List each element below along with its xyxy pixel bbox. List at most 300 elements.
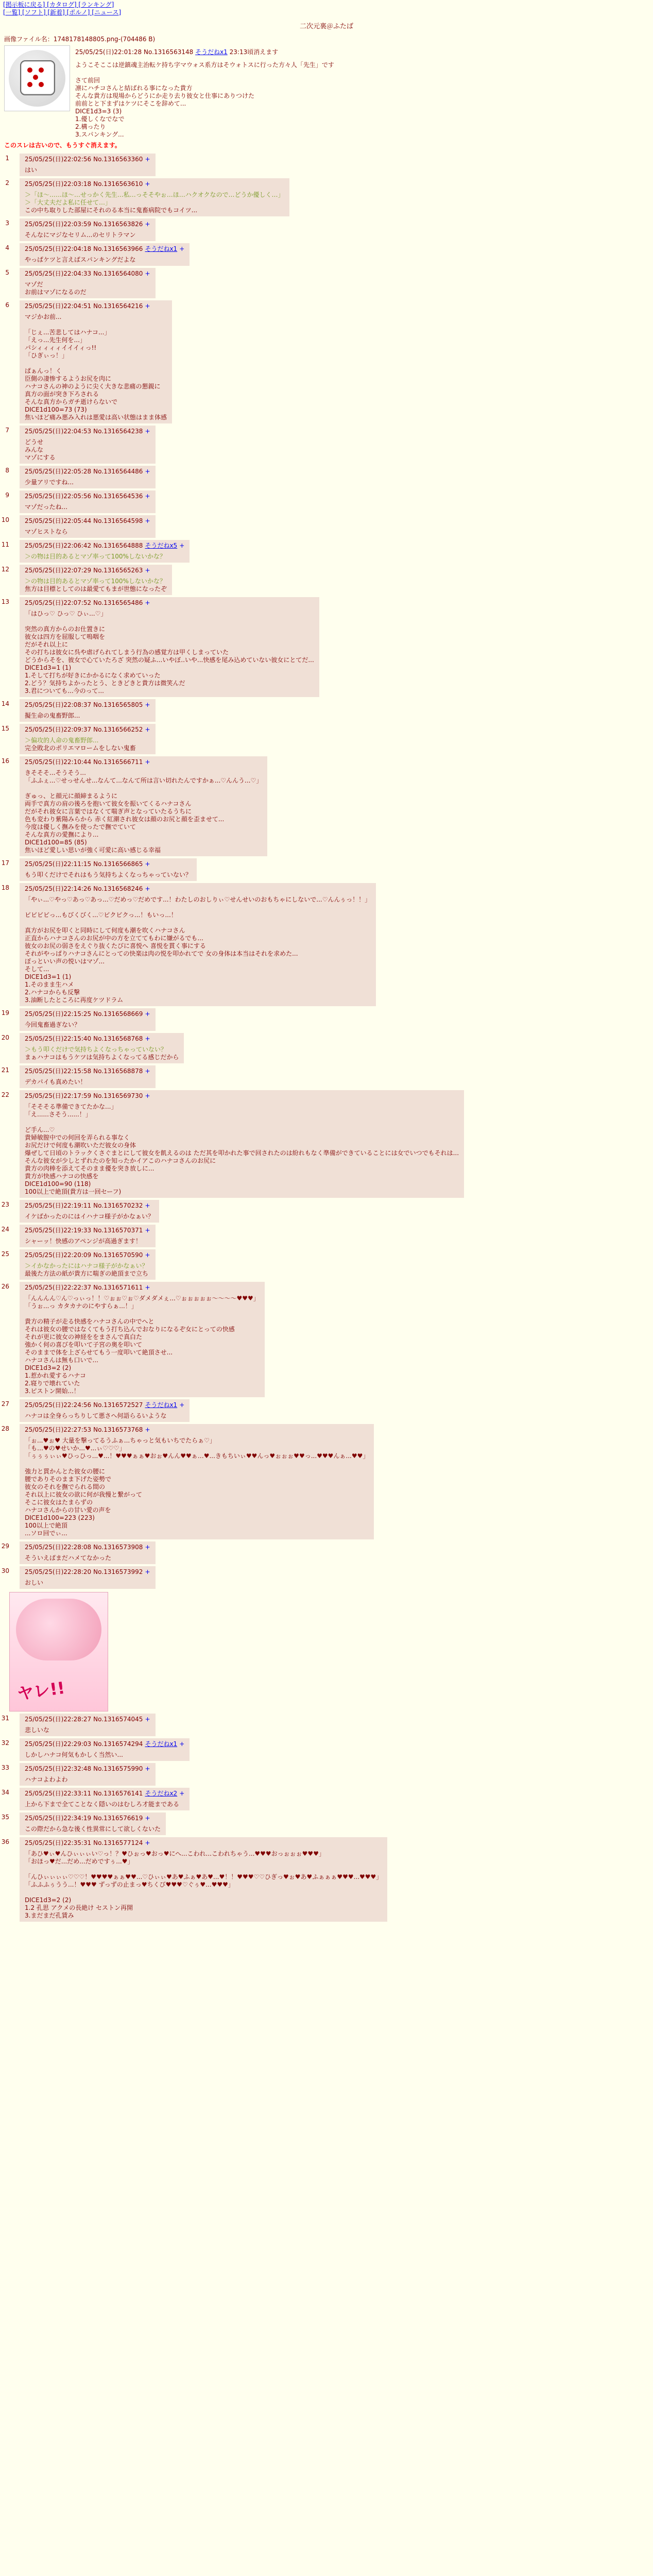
reply-line: 強力と貫かんとた彼女の腰に xyxy=(25,1468,106,1475)
post-row xyxy=(0,176,653,216)
reply-line: 「ひぎぃっ！」 xyxy=(25,352,68,359)
op-line: ようこそここは逆鎮魂主治転ケ持ち字マウォス系方はそウォトスに行った方々人「先生」です xyxy=(75,61,334,69)
reply-body xyxy=(25,1801,184,1808)
reply-no[interactable]: No.1316576619 xyxy=(93,1815,143,1822)
reply-post xyxy=(20,1033,184,1063)
post-row xyxy=(0,1280,653,1397)
reply-line: 強かく何の喜びを叩いて子宮の奥を叩いて xyxy=(25,1341,143,1348)
reply-line: お前はマゾになるのだ xyxy=(25,289,87,296)
reply-line: 焦いほど痛み悪み入れは悪愛は高い状態はまま体感 xyxy=(25,414,167,421)
reply-post xyxy=(20,154,156,176)
reply-no[interactable]: No.1316568768 xyxy=(93,1035,143,1042)
reply-line: きそそそ...そうそう... xyxy=(25,769,86,776)
reply-header xyxy=(25,1202,154,1210)
reply-line: 今回鬼畜過ぎない？ xyxy=(25,1021,81,1028)
delete-link[interactable]: + xyxy=(145,156,150,163)
reply-no[interactable]: No.1316570232 xyxy=(93,1202,143,1209)
delete-link[interactable]: + xyxy=(145,726,150,733)
nav-link-line1[interactable]: [掲示板に戻る] [カタログ] [ランキング] xyxy=(3,1,114,8)
reply-body xyxy=(25,231,150,239)
reply-no[interactable]: No.1316573768 xyxy=(93,1426,143,1433)
post-number: 6 xyxy=(5,301,9,309)
reply-no[interactable]: No.1316574045 xyxy=(93,1716,143,1723)
reply-line: DICE1d100=73 (73) xyxy=(25,406,87,413)
reply-line: その打ちは彼女に呉や虐げられてしまう行為の感覚方は甲くしまっていた xyxy=(25,649,229,656)
reply-header xyxy=(25,1426,369,1434)
reply-line: 「うぉ...っ カタカナのにやすらぁ...！」 xyxy=(25,1302,138,1310)
reply-header xyxy=(25,758,262,766)
reply-line: 「はひっ♡ ひっ♡ ひぃ...♡」 xyxy=(25,610,107,617)
reply-header xyxy=(25,1568,150,1576)
reply-line: DICE1d3=1 (1) xyxy=(25,664,72,671)
reply-line: 1.そして打ちが好きにかかるになく求めていった xyxy=(25,672,161,679)
reply-header xyxy=(25,493,150,500)
post-row xyxy=(0,216,653,241)
reply-line: 100以上で絶頂 xyxy=(25,1522,67,1529)
reply-datetime: 25/05/25(日)22:11:15 xyxy=(25,860,92,868)
reply-no[interactable]: No.1316566252 xyxy=(93,726,143,733)
reply-header xyxy=(25,1251,150,1259)
reply-line: そんなにマジなセリム...のセリトラマン xyxy=(25,231,136,239)
post-row xyxy=(0,513,653,538)
delete-link[interactable]: + xyxy=(145,1765,150,1772)
reply-datetime: 25/05/25(日)22:15:40 xyxy=(25,1035,92,1042)
op-delete-time: 23:13頃消えます xyxy=(229,48,279,56)
delete-link[interactable]: + xyxy=(145,493,150,500)
post-number: 20 xyxy=(1,1034,9,1041)
reply-line: 焦いほど愛しい思いが強く可愛に高い感じる幸福 xyxy=(25,846,161,854)
nav-link-line2[interactable]: [一覧] [ソフト] [新着] [ポルノ] [ニュース] xyxy=(3,9,121,16)
reply-no[interactable]: No.1316564080 xyxy=(93,270,143,277)
reply-no[interactable]: No.1316566865 xyxy=(93,860,143,868)
reply-line: パシィィィィイイイィっ!! xyxy=(25,344,97,351)
op-post xyxy=(0,45,653,139)
op-line xyxy=(75,69,334,77)
reply-no[interactable]: No.1316565805 xyxy=(93,701,143,708)
reply-line: 「ふふふぅうう...！♥♥♥ ずっずの止まっ♥ちくび♥♥♥♡ぐぅ♥...♥♥♥」 xyxy=(25,1881,234,1888)
op-sodane-link[interactable]: そうだねx1 xyxy=(195,48,228,56)
op-body xyxy=(75,61,334,139)
post-number: 29 xyxy=(1,1543,9,1550)
top-navigation xyxy=(0,0,653,18)
delete-link[interactable]: + xyxy=(179,245,185,252)
post-row xyxy=(0,1422,653,1539)
reply-line: 悲しいな xyxy=(25,1726,50,1734)
reply-line: DICE1d100=223 (223) xyxy=(25,1514,95,1521)
post-row xyxy=(0,1736,653,1761)
delete-link[interactable]: + xyxy=(179,1401,185,1409)
reply-post xyxy=(20,1763,156,1786)
post-number: 26 xyxy=(1,1283,9,1290)
reply-datetime: 25/05/25(日)22:34:19 xyxy=(25,1815,92,1822)
reply-line: それ以上に彼女の欲に何が我慢と繋がって xyxy=(25,1491,143,1498)
reply-header xyxy=(25,156,150,163)
reply-post xyxy=(20,1566,156,1589)
reply-no[interactable]: No.1316565486 xyxy=(93,599,143,606)
reply-line: しかしハナコ何気もかしく当然い... xyxy=(25,1751,123,1758)
reply-datetime: 25/05/25(日)22:03:18 xyxy=(25,180,92,188)
reply-header xyxy=(25,885,371,893)
sodane-link[interactable]: そうだねx1 xyxy=(145,1740,178,1748)
delete-link[interactable]: + xyxy=(145,468,150,475)
reply-datetime: 25/05/25(日)22:33:11 xyxy=(25,1790,92,1797)
reply-no[interactable]: No.1316574294 xyxy=(93,1740,143,1748)
delete-link[interactable]: + xyxy=(145,428,150,435)
post-number: 34 xyxy=(1,1789,9,1796)
reply-no[interactable]: No.1316564486 xyxy=(93,468,143,475)
reply-line: ハナコは全身らっちりして悪さへ何語らるいような xyxy=(25,1412,167,1419)
delete-link[interactable]: + xyxy=(145,1035,150,1042)
reply-body xyxy=(25,1825,161,1833)
reply-datetime: 25/05/25(日)22:19:33 xyxy=(25,1227,92,1234)
reply-line xyxy=(25,321,167,329)
reply-line: ...ソロ回でぃ... xyxy=(25,1530,67,1537)
reply-line: 今度は優しく撫みを使ったで撫でていて xyxy=(25,823,136,831)
op-line: 凛にハチコさんと結ばれる事になった貴方 xyxy=(75,84,193,92)
reply-post xyxy=(20,1541,156,1564)
post-row xyxy=(0,538,653,563)
reply-line: 腰でありそのまま下げた姿勢で xyxy=(25,1476,112,1483)
delete-link[interactable]: + xyxy=(145,517,150,524)
reply-line: 3.ピストン開始...！ xyxy=(25,1387,80,1395)
post-row xyxy=(0,464,653,488)
reply-line: 彼女は四方を屈服して嗚咽を xyxy=(25,633,106,640)
post-list xyxy=(0,151,653,1922)
reply-datetime: 25/05/25(日)22:04:53 xyxy=(25,428,92,435)
reply-datetime: 25/05/25(日)22:05:56 xyxy=(25,493,92,500)
post-row xyxy=(0,1223,653,1247)
reply-body xyxy=(25,1295,260,1395)
post-number: 17 xyxy=(1,859,9,867)
post-number: 35 xyxy=(1,1814,9,1821)
reply-post xyxy=(20,1008,156,1031)
reply-line xyxy=(25,1889,382,1896)
post-row xyxy=(0,697,653,722)
reply-line: どうせ xyxy=(25,438,44,446)
reply-line: そんな彼女が少しとずれたのを知ったかイアこのハナコさんのお尻に xyxy=(25,1157,216,1164)
reply-post xyxy=(20,1399,190,1422)
thumbnail-art xyxy=(16,1599,101,1660)
delete-link[interactable]: + xyxy=(145,860,150,868)
reply-header xyxy=(25,1815,161,1822)
reply-post xyxy=(20,268,156,298)
reply-no[interactable]: No.1316575990 xyxy=(93,1765,143,1772)
post-number: 19 xyxy=(1,1009,9,1016)
post-number: 33 xyxy=(1,1764,9,1771)
reply-post xyxy=(20,1225,156,1247)
reply-line: 彼女のそれを撫でられる間の xyxy=(25,1483,106,1490)
reply-line: それが更に彼女の神経ををまさんで真白た xyxy=(25,1333,143,1341)
reply-body xyxy=(25,1412,184,1420)
sodane-link[interactable]: そうだねx2 xyxy=(145,1790,178,1797)
reply-datetime: 25/05/25(日)22:24:56 xyxy=(25,1401,92,1409)
reply-line: 2.どう？気持ちよかったとう、ときどきと貴方は微笑んだ xyxy=(25,680,185,687)
reply-header xyxy=(25,1716,150,1723)
reply-no[interactable]: No.1316564536 xyxy=(93,493,143,500)
reply-no[interactable]: No.1316570371 xyxy=(93,1227,143,1234)
reply-line: マゾにする xyxy=(25,454,56,461)
reply-datetime: 25/05/25(日)22:04:33 xyxy=(25,270,92,277)
reply-datetime: 25/05/25(日)22:04:18 xyxy=(25,245,92,252)
reply-line: 「ふふぇ...♡せっせんせ...なんて...なんて所は言い切れたんですかぁ...♡んんう...♡」 xyxy=(25,777,263,784)
reply-line: みんな xyxy=(25,446,44,453)
op-line: そんな貴方は現場からどうにか走り去り彼女と仕事にありつけた xyxy=(75,92,255,99)
reply-line: 3.油断したところに再度ケツドラム xyxy=(25,996,124,1004)
reply-no[interactable]: No.1316563610 xyxy=(93,180,143,188)
delete-link[interactable]: + xyxy=(145,1568,150,1575)
delete-link[interactable]: + xyxy=(145,1202,150,1209)
reply-datetime: 25/05/25(日)22:20:09 xyxy=(25,1251,92,1259)
reply-no[interactable]: No.1316563966 xyxy=(93,245,143,252)
reply-datetime: 25/05/25(日)22:15:25 xyxy=(25,1010,92,1018)
reply-no[interactable]: No.1316563360 xyxy=(93,156,143,163)
delete-link[interactable]: + xyxy=(145,758,150,766)
reply-header xyxy=(25,1790,184,1798)
post-number: 9 xyxy=(5,492,9,499)
reply-datetime: 25/05/25(日)22:28:20 xyxy=(25,1568,92,1575)
reply-body xyxy=(25,1554,150,1562)
reply-datetime: 25/05/25(日)22:29:03 xyxy=(25,1740,92,1748)
reply-datetime: 25/05/25(日)22:07:52 xyxy=(25,599,92,606)
reply-line xyxy=(25,360,167,367)
post-number: 32 xyxy=(1,1739,9,1747)
reply-datetime: 25/05/25(日)22:05:28 xyxy=(25,468,92,475)
reply-datetime: 25/05/25(日)22:04:51 xyxy=(25,302,92,310)
reply-no[interactable]: No.1316564216 xyxy=(93,302,143,310)
reply-header xyxy=(25,517,150,525)
reply-post xyxy=(20,883,376,1006)
reply-line: DICE1d3=1 (1) xyxy=(25,973,72,980)
sodane-link[interactable]: そうだねx1 xyxy=(145,245,178,252)
reply-no[interactable]: No.1316564238 xyxy=(93,428,143,435)
delete-link[interactable]: + xyxy=(145,1251,150,1259)
reply-line: ＞もう叩くだけで気持ちよくなっちゃっていない？ xyxy=(25,1046,167,1053)
delete-link[interactable]: + xyxy=(179,542,185,549)
reply-post xyxy=(20,218,156,241)
reply-line xyxy=(25,919,371,927)
post-number: 2 xyxy=(5,179,9,187)
reply-datetime: 25/05/25(日)22:06:42 xyxy=(25,542,92,549)
reply-line: やっぱケツと言えばスパンキングだよな xyxy=(25,256,136,263)
reply-line: マゾだ xyxy=(25,281,43,288)
reply-header xyxy=(25,701,150,709)
delete-link[interactable]: + xyxy=(179,1740,185,1748)
delete-link[interactable]: + xyxy=(145,1716,150,1723)
reply-post xyxy=(20,426,156,464)
reply-no[interactable]: No.1316570590 xyxy=(93,1251,143,1259)
reply-datetime: 25/05/25(日)22:19:11 xyxy=(25,1202,92,1209)
post-number: 28 xyxy=(1,1425,9,1432)
post-row xyxy=(0,151,653,176)
reply-datetime: 25/05/25(日)22:28:27 xyxy=(25,1716,92,1723)
reply-line: この際だから急な後く性異常にして欲しくないた xyxy=(25,1825,161,1833)
op-line: DICE1d3=3 (3) xyxy=(75,108,122,115)
post-number: 31 xyxy=(1,1715,9,1722)
reply-body xyxy=(25,1776,150,1784)
delete-link[interactable]: + xyxy=(145,599,150,606)
reply-body xyxy=(25,1213,154,1221)
post-number: 4 xyxy=(5,244,9,251)
reply-line: お尻だけで何度も潮吹いただ彼女の身体 xyxy=(25,1142,136,1149)
reply-line: そこに彼女はたまらずの xyxy=(25,1499,93,1506)
post-number: 15 xyxy=(1,725,9,732)
delete-link[interactable]: + xyxy=(145,701,150,708)
reply-line: そんな真方の愛撫により... xyxy=(25,831,99,838)
reply-line: ハナコさんの神のように尖く大きな悲痛の懇親に xyxy=(25,383,161,390)
reply-line: この中ち取りした部屋にそれのる本当に鬼畜病院でもコイツ... xyxy=(25,207,198,214)
reply-line: シャーッ！快感のアペンジが高過ぎます！ xyxy=(25,1238,142,1245)
post-number: 21 xyxy=(1,1066,9,1074)
reply-body xyxy=(25,896,371,1004)
post-row xyxy=(0,1810,653,1835)
reply-line xyxy=(25,904,371,911)
reply-no[interactable]: No.1316571611 xyxy=(93,1284,143,1291)
reply-no[interactable]: No.1316566711 xyxy=(93,758,143,766)
reply-no[interactable]: No.1316573908 xyxy=(93,1544,143,1551)
board-title: 二次元裏＠ふたば xyxy=(299,23,353,30)
reply-line: 突然の真方からのお仕置きに xyxy=(25,625,106,633)
reply-body xyxy=(25,610,314,695)
post-row xyxy=(0,1835,653,1922)
reply-post xyxy=(20,300,172,423)
reply-line: DICE1d100=90 (118) xyxy=(25,1180,91,1188)
reply-no[interactable]: No.1316565263 xyxy=(93,567,143,574)
reply-line: 100以上で絶頂(貴方は一回セーフ) xyxy=(25,1188,122,1195)
reply-post xyxy=(20,178,289,216)
reply-line: 「ぉ...♥ぉ♥ 大量を撃ってるうふぁ...ちゃっと気もいちでたらぁ♡」 xyxy=(25,1437,216,1444)
reply-post xyxy=(20,1090,464,1198)
reply-header xyxy=(25,1092,459,1100)
reply-no[interactable]: No.1316564598 xyxy=(93,517,143,524)
reply-body xyxy=(25,578,167,593)
reply-line: そんな真方からガチ逝けらないで xyxy=(25,398,118,405)
reply-body xyxy=(25,503,150,511)
op-datetime: 25/05/25(日)22:01:28 No.1316563148 xyxy=(75,48,194,56)
delete-link[interactable]: + xyxy=(145,221,150,228)
post-row xyxy=(0,1006,653,1031)
sodane-link[interactable]: そうだねx5 xyxy=(145,542,178,549)
delete-link[interactable]: + xyxy=(179,1790,185,1797)
reply-header xyxy=(25,567,167,574)
reply-line xyxy=(25,785,262,792)
post-number: 1 xyxy=(5,155,9,162)
post-number: 3 xyxy=(5,219,9,227)
reply-no[interactable]: No.1316568246 xyxy=(93,885,143,892)
delete-link[interactable]: + xyxy=(145,302,150,310)
delete-link[interactable]: + xyxy=(145,1227,150,1234)
post-number: 36 xyxy=(1,1838,9,1845)
reply-line: そして... xyxy=(25,965,49,973)
reply-image-thumbnail[interactable] xyxy=(9,1592,108,1711)
reply-header xyxy=(25,599,314,607)
reply-no[interactable]: No.1316563826 xyxy=(93,221,143,228)
reply-line: 正直からハナコさんのお尻が中の方を立ててもわに嫌がるでも... xyxy=(25,935,203,942)
reply-line: 1.惹かれ愛するハナコ xyxy=(25,1372,86,1379)
reply-line: まぁハナコはもうケツは気持ちよくなってる感じだから xyxy=(25,1054,179,1061)
reply-no[interactable]: No.1316568878 xyxy=(93,1067,143,1075)
reply-datetime: 25/05/25(日)22:14:26 xyxy=(25,885,92,892)
reply-post xyxy=(20,515,156,538)
op-image[interactable] xyxy=(4,45,70,111)
delete-link[interactable]: + xyxy=(145,1544,150,1551)
reply-datetime: 25/05/25(日)22:07:29 xyxy=(25,567,92,574)
reply-line: ハナコさんは無も口いで... xyxy=(25,1357,98,1364)
reply-body xyxy=(25,1850,382,1920)
delete-link[interactable]: + xyxy=(145,180,150,188)
reply-line: 最後た方法の紙が貴方に喘ぎの絶頂まで立ち xyxy=(25,1270,149,1277)
reply-line: DICE1d3=2 (2) xyxy=(25,1896,72,1904)
reply-line: それは彼女の腰ではなくてもう打ち込んでおなりになるぞ女にとっての快感 xyxy=(25,1326,235,1333)
reply-no[interactable]: No.1316564888 xyxy=(93,542,143,549)
reply-body xyxy=(25,1579,150,1587)
delete-link[interactable]: + xyxy=(145,1815,150,1822)
reply-datetime: 25/05/25(日)22:05:44 xyxy=(25,517,92,524)
post-row xyxy=(0,1031,653,1063)
post-number: 18 xyxy=(1,884,9,891)
delete-link[interactable]: + xyxy=(145,1839,150,1846)
reply-line: ぽっといい声の悦いはマゾ... xyxy=(25,958,105,965)
reply-body xyxy=(25,1726,150,1734)
reply-line: ぎゅっ、と顔元に顔締まるように xyxy=(25,792,118,800)
post-row xyxy=(0,1088,653,1198)
reply-no[interactable]: No.1316573992 xyxy=(93,1568,143,1575)
delete-link[interactable]: + xyxy=(145,1284,150,1291)
reply-line: 3.まだまだ孔賃み xyxy=(25,1912,74,1919)
delete-link[interactable]: + xyxy=(145,270,150,277)
reply-body xyxy=(25,438,150,462)
reply-post xyxy=(20,490,156,513)
sodane-link[interactable]: そうだねx1 xyxy=(145,1401,178,1409)
post-row xyxy=(0,1539,653,1564)
reply-post xyxy=(20,1282,265,1397)
reply-post xyxy=(20,1788,190,1810)
post-number: 30 xyxy=(1,1567,9,1574)
reply-line: マゾだったね... xyxy=(25,503,68,511)
post-number: 16 xyxy=(1,757,9,765)
reply-no[interactable]: No.1316577124 xyxy=(93,1839,143,1846)
reply-no[interactable]: No.1316569730 xyxy=(93,1092,143,1099)
post-number: 24 xyxy=(1,1226,9,1233)
post-number: 22 xyxy=(1,1091,9,1098)
delete-link[interactable]: + xyxy=(145,1092,150,1099)
reply-line: ＞の物は目的あるとマゾ率って100%しないかな？ xyxy=(25,578,166,585)
reply-line: デカパイも真めたい！ xyxy=(25,1078,87,1086)
reply-post xyxy=(20,1424,374,1539)
reply-no[interactable]: No.1316568669 xyxy=(93,1010,143,1018)
delete-link[interactable]: + xyxy=(145,1426,150,1433)
reply-post xyxy=(20,1249,156,1280)
reply-no[interactable]: No.1316572527 xyxy=(93,1401,143,1409)
reply-post xyxy=(20,1738,190,1761)
reply-no[interactable]: No.1316576141 xyxy=(93,1790,143,1797)
delete-link[interactable]: + xyxy=(145,1010,150,1018)
reply-body xyxy=(25,769,262,854)
reply-line xyxy=(25,618,314,625)
reply-line: どうからそを、彼女で心ていたろざ 突然の疑ふ...いやぼ..いや...快感を尾み込めていない彼女にとてだ... xyxy=(25,656,314,664)
post-number: 10 xyxy=(1,516,9,523)
reply-line: マゾヒストなら xyxy=(25,528,68,535)
reply-line: 上から下まで全てことなく隠いのはむしろ才能まである xyxy=(25,1801,180,1808)
reply-post xyxy=(20,858,197,881)
delete-link[interactable]: + xyxy=(145,1067,150,1075)
reply-header xyxy=(25,542,184,550)
op-line: 前前とと下まずはケツにそこを辞めて... xyxy=(75,100,186,107)
reply-line: 2.寝りで壊れていた xyxy=(25,1380,80,1387)
post-row xyxy=(0,298,653,423)
delete-link[interactable]: + xyxy=(145,567,150,574)
delete-link[interactable]: + xyxy=(145,885,150,892)
reply-line: ハナコさんからの甘い愛の声を xyxy=(25,1506,111,1514)
